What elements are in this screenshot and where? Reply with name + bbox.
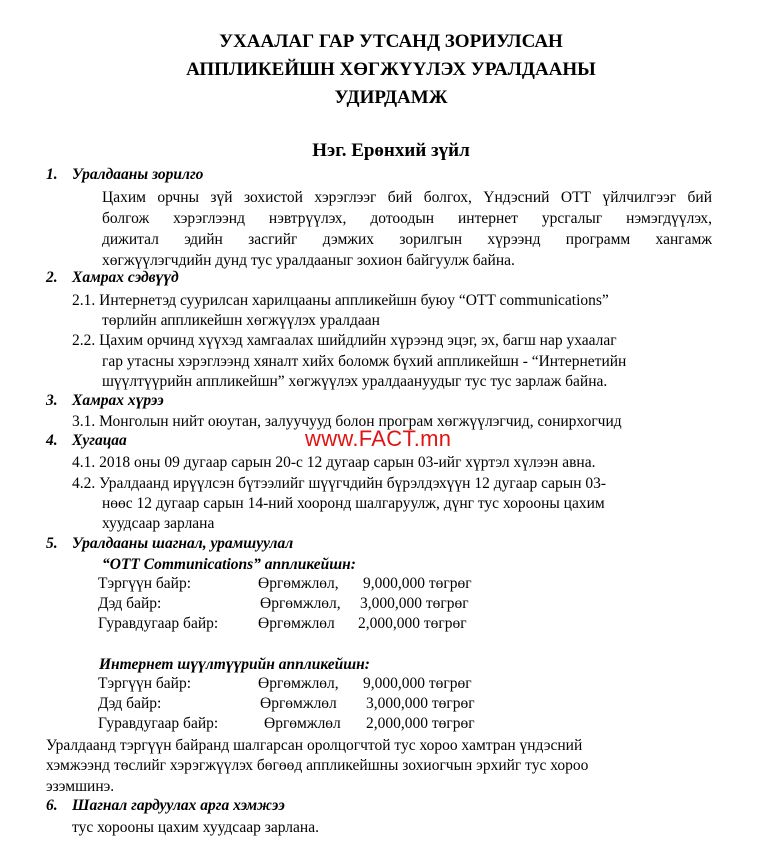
prize-note-line: Уралдаанд тэргүүн байранд шалгарсан оролцогчтой тус хороо хамтран үндэсний xyxy=(46,737,583,754)
prize-amount: 2,000,000 төгрөг xyxy=(366,715,475,732)
prize-amount: 3,000,000 төгрөг xyxy=(366,695,475,712)
prize-label: Өргөмжлөл xyxy=(264,715,341,732)
prize-row xyxy=(98,675,518,695)
section-4-item-2-line: хуудсаар зарлана xyxy=(102,515,215,532)
prize-place: Тэргүүн байр: xyxy=(98,675,192,692)
prize-label: Өргөмжлөл, xyxy=(258,675,339,692)
section-6-text: тус хорооны цахим хуудсаар зарлана. xyxy=(72,819,319,836)
prize-label: Өргөмжлөл xyxy=(260,695,337,712)
section-1-text-line: Цахим орчны зүй зохистой хэрэглээг бий болгох, Үндэсний ОТТ үйлчилгээг бий xyxy=(102,189,712,206)
prize-label: Өргөмжлөл xyxy=(258,615,335,632)
prize-place: Тэргүүн байр: xyxy=(98,575,192,592)
prize-row xyxy=(98,695,518,715)
prize-note-line: эзэмшинэ. xyxy=(46,778,115,795)
section-6-heading xyxy=(46,797,376,817)
prize-amount: 9,000,000 төгрөг xyxy=(363,575,472,592)
title-line-1: УХААЛАГ ГАР УТСАНД ЗОРИУЛСАН xyxy=(219,31,563,52)
section-4-heading xyxy=(46,432,346,452)
section-1-text-line: дижитал эдийн засгийг дэмжих зорилгын хүрээнд программ хангамж xyxy=(102,231,712,248)
prize-label: Өргөмжлөл, xyxy=(260,595,341,612)
section-1-text-line: болгож хэрэглээнд нэвтрүүлэх, дотоодын интернет урсгалыг нэмэгдүүлэх, xyxy=(102,210,712,227)
prize-amount: 2,000,000 төгрөг xyxy=(358,615,467,632)
section-4-item-2-line: 4.2. Уралдаанд ирүүлсэн бүтээлийг шүүгчдийн бүрэлдэхүүн 12 дугаар сарын 03- xyxy=(72,475,607,492)
section-3-item-1: 3.1. Монголын нийт оюутан, залуучууд болон програм хөгжүүлэгчид, сонирхогчид xyxy=(72,413,622,430)
section-1-text-line: хөгжүүлэгчдийн дунд тус уралдааныг зохион байгуулж байна. xyxy=(102,252,515,269)
section-1-heading xyxy=(46,166,346,186)
section-3-heading xyxy=(46,392,346,412)
prize-place: Гуравдугаар байр: xyxy=(98,615,219,632)
prize-row xyxy=(98,595,518,615)
prize-row xyxy=(98,715,518,735)
prize-amount: 3,000,000 төгрөг xyxy=(360,595,469,612)
section-2-item-2-line: шүүлтүүрийн аппликейшн” хөгжүүлэх уралдаануудыг тус тус зарлаж байна. xyxy=(102,373,608,390)
section-2-number: 2. xyxy=(46,269,58,286)
section-2-item-1-line: 2.1. Интернетэд суурилсан харилцааны аппликейшн буюу “OTT communications” xyxy=(72,292,609,309)
prize-place: Дэд байр: xyxy=(98,695,162,712)
section-4-title: Хугацаа xyxy=(72,432,127,449)
section-1-title: Уралдааны зорилго xyxy=(72,166,204,183)
prize-note-line: хэмжээнд төслийг хэрэгжүүлэх бөгөөд аппликейшны зохиогчын эрхийг тус хороо xyxy=(46,757,589,774)
section-2-item-2-line: 2.2. Цахим орчинд хүүхэд хамгаалах шийдлийн хүрээнд эцэг, эх, багш нар ухаалаг xyxy=(72,332,617,349)
prize-row xyxy=(98,615,518,635)
prize-group-2-title: Интернет шүүлтүүрийн аппликейшн: xyxy=(99,656,370,673)
section-5-title: Уралдааны шагнал, урамшуулал xyxy=(72,535,294,552)
prize-row xyxy=(98,575,518,595)
section-5-number: 5. xyxy=(46,535,58,552)
section-4-item-2-line: нөөс 12 дугаар сарын 14-ний хооронд шалгаруулж, дүнг тус хорооны цахим xyxy=(102,495,605,512)
section-3-title: Хамрах хүрээ xyxy=(72,392,164,409)
prize-place: Гуравдугаар байр: xyxy=(98,715,219,732)
chapter-heading: Нэг. Ерөнхий зүйл xyxy=(312,140,470,161)
section-2-title: Хамрах сэдвүүд xyxy=(72,269,179,286)
section-1-number: 1. xyxy=(46,166,58,183)
section-2-heading xyxy=(46,269,346,289)
section-4-number: 4. xyxy=(46,432,58,449)
fact-watermark: www.FACT.mn xyxy=(305,426,452,451)
section-2-item-1-line: төрлийн аппликейшн хөгжүүлэх уралдаан xyxy=(102,312,380,329)
section-6-title: Шагнал гардуулах арга хэмжээ xyxy=(72,797,285,814)
prize-place: Дэд байр: xyxy=(98,595,162,612)
prize-label: Өргөмжлөл, xyxy=(258,575,339,592)
title-line-3: УДИРДАМЖ xyxy=(334,87,448,108)
section-4-item-1: 4.1. 2018 оны 09 дугаар сарын 20-с 12 дугаар сарын 03-ийг хүртэл хүлээн авна. xyxy=(72,454,596,471)
prize-amount: 9,000,000 төгрөг xyxy=(363,675,472,692)
section-2-item-2-line: гар утасны хэрэглээнд хяналт хийх боломж бүхий аппликейшн - “Интернетийн xyxy=(102,353,627,370)
section-5-heading xyxy=(46,535,376,555)
section-3-number: 3. xyxy=(46,392,58,409)
title-line-2: АППЛИКЕЙШН ХӨГЖҮҮЛЭХ УРАЛДААНЫ xyxy=(186,59,596,80)
prize-group-1-title: “OTT Communications” аппликейшн: xyxy=(102,556,356,573)
section-6-number: 6. xyxy=(46,797,58,814)
